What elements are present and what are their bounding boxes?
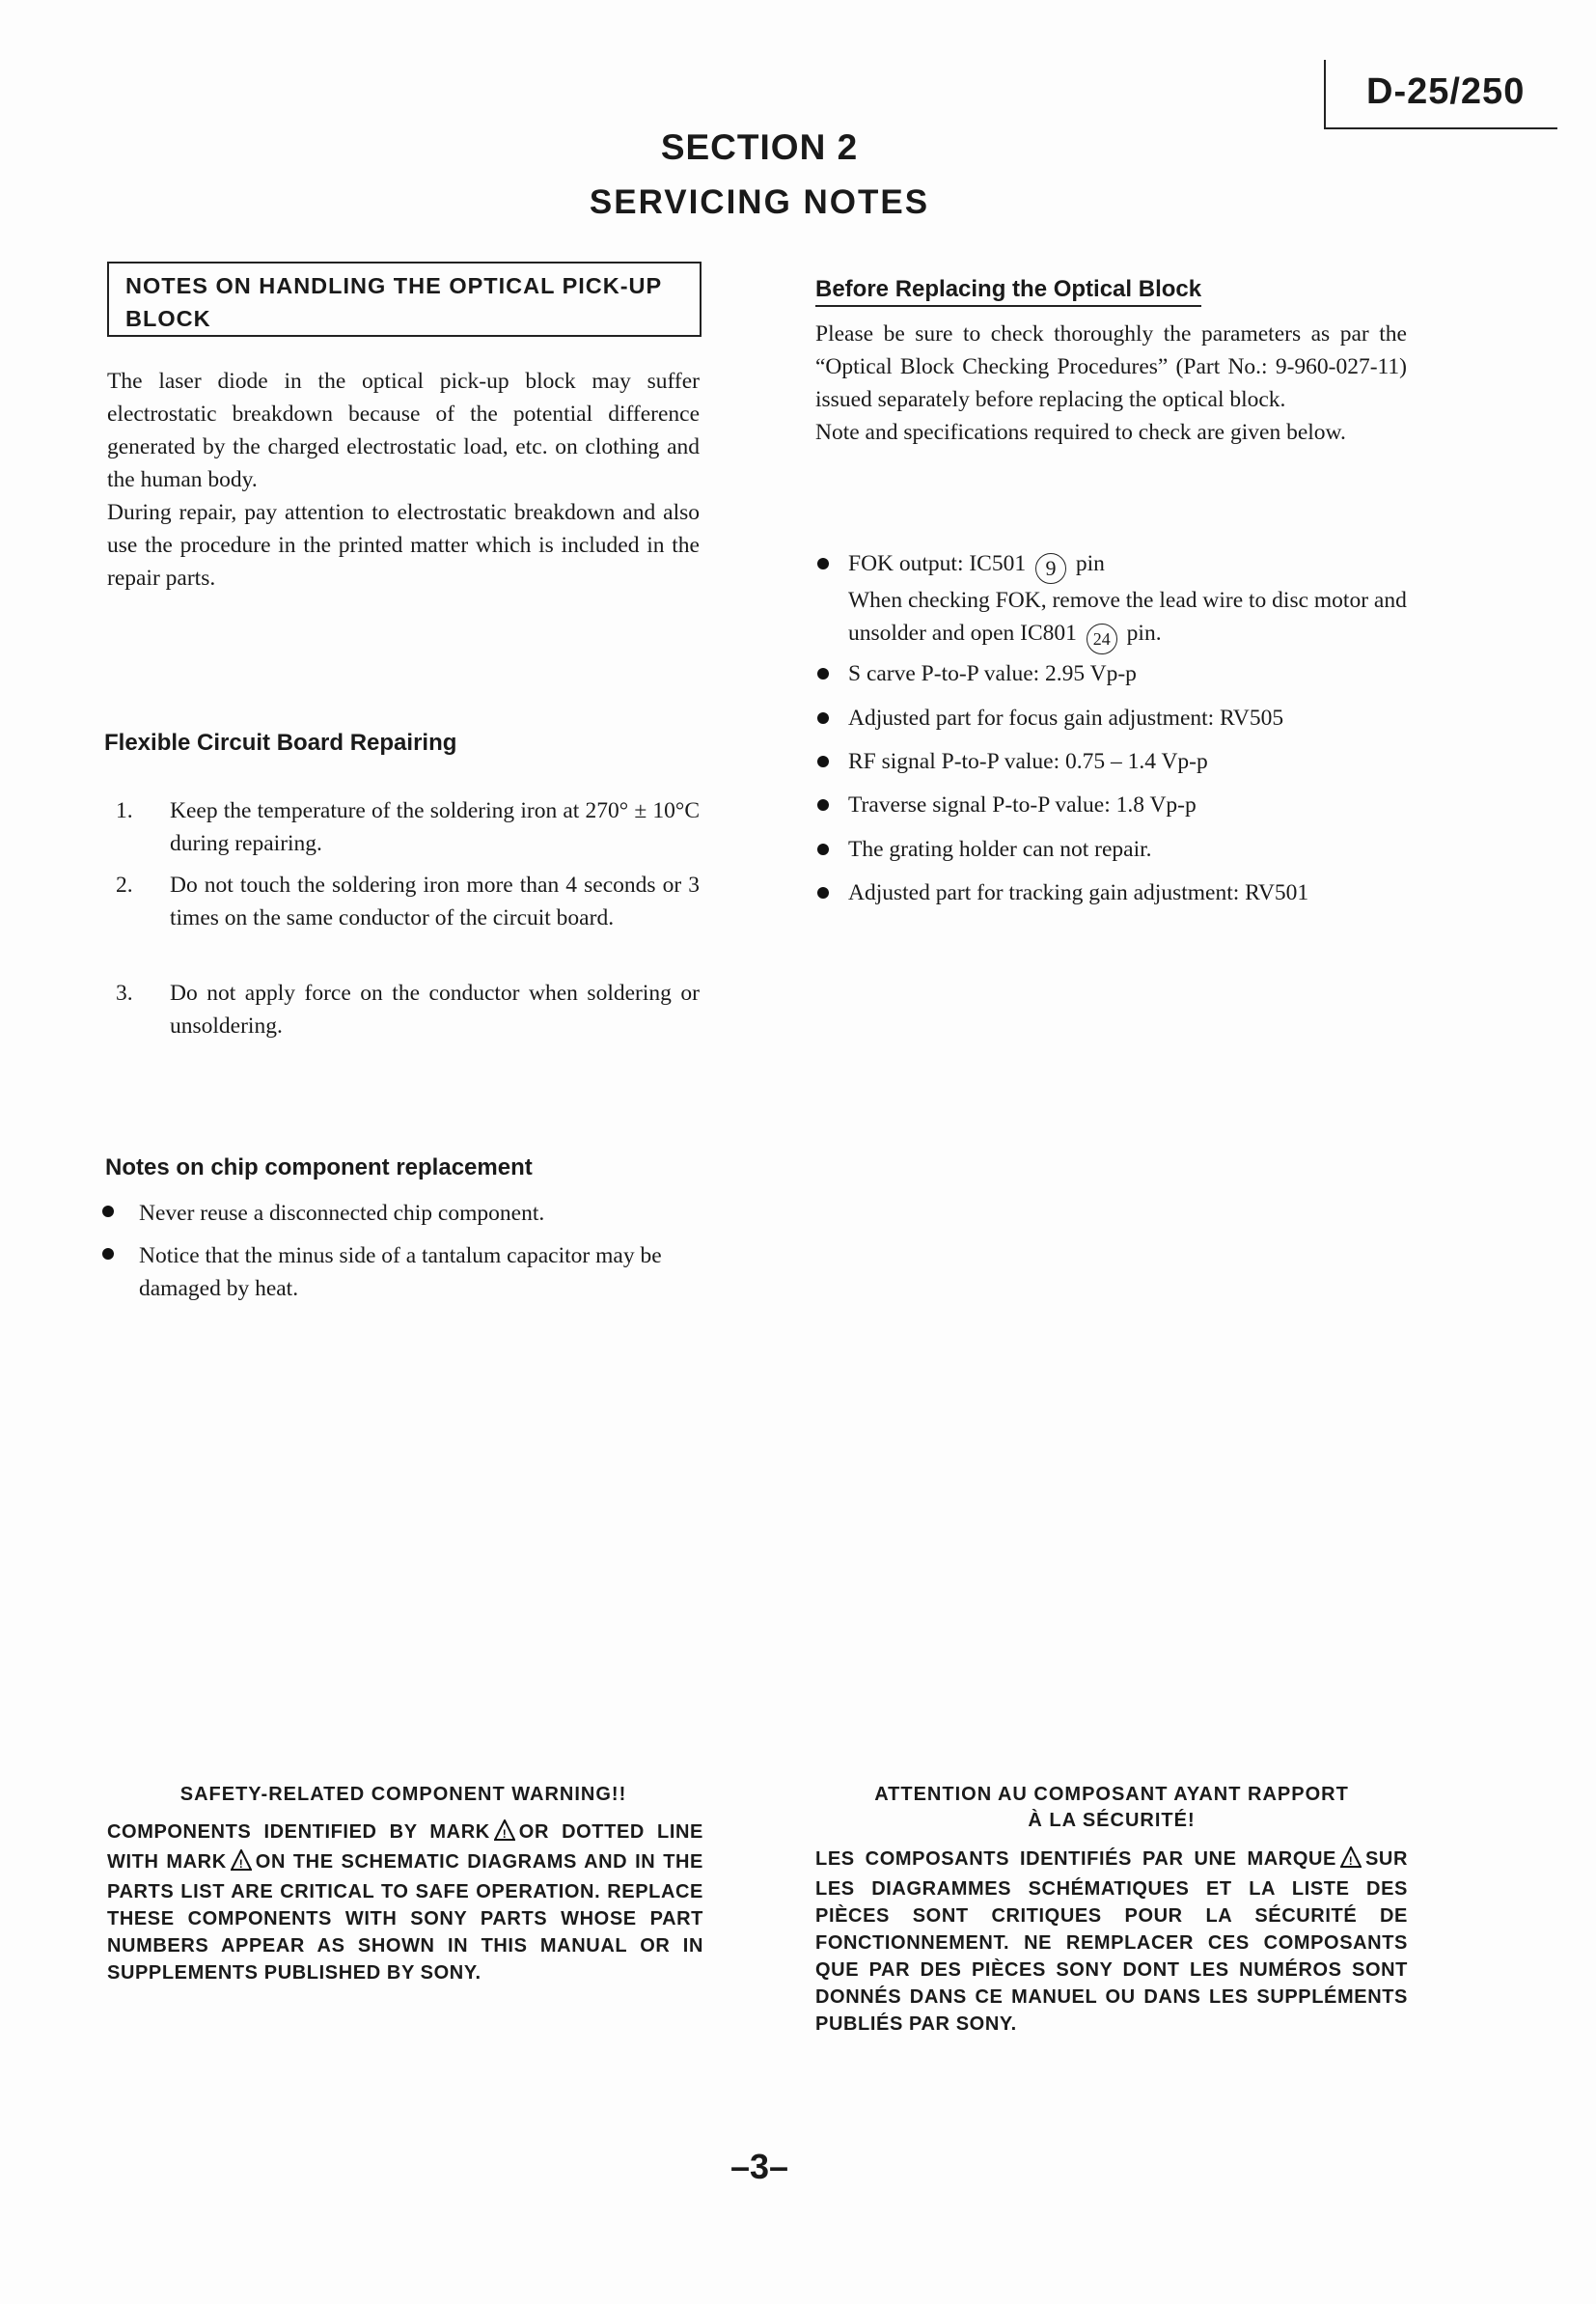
section-title: SECTION 2: [660, 127, 859, 167]
safety-warning-text: [107, 1818, 703, 1986]
bullet-icon: [817, 558, 829, 569]
safety-warning-fr-part: SUR LES DIAGRAMMES SCHÉMATIQUES ET LA LISTE DES PIÈCES SONT CRITIQUES POUR LA SÉCURITÉ DE FONCTIONNEMENT. NE REMPLACER CES COMPOSANTS QUE PAR DES PIÈCES SONY DONT LES NUMÉROS SONT DONNÉS DANS CE MANUEL OU DANS LES SUPPLÉMENTS PUBLIÉS PAR SONY.: [815, 1848, 1408, 2035]
replacing-optical-block-text: Please be sure to check thoroughly the parameters as par the “Optical Block Checking Procedures” (Part No.: 9-960-027-11) issued separately before replacing the optical block. Note and specifications required to check are given below.: [815, 321, 1407, 445]
replacing-optical-block-heading: Before Replacing the Optical Block: [815, 275, 1201, 307]
safety-mark-icon: [231, 1849, 252, 1878]
spec-text: The grating holder can not repair.: [848, 837, 1152, 862]
fok-output-item: [815, 547, 1414, 654]
bullet-icon: [817, 799, 829, 811]
chip-replacement-heading: Notes on chip component replacement: [105, 1154, 533, 1180]
svg-text:!: !: [1348, 1854, 1354, 1868]
pin-label: pin.: [1126, 621, 1162, 646]
safety-warning-fr-heading: [815, 1782, 1408, 1834]
model-tag: [1324, 60, 1557, 129]
chip-item-text: Never reuse a disconnected chip component.: [139, 1201, 545, 1226]
bullet-icon: [817, 668, 829, 680]
chip-item: [102, 1239, 701, 1305]
item-text: Do not apply force on the conductor when soldering or unsoldering.: [170, 981, 700, 1039]
spec-text: Adjusted part for focus gain adjustment: RV505: [848, 706, 1284, 731]
fok-output-label: FOK output: IC501: [848, 551, 1027, 576]
spec-item: [815, 789, 1414, 821]
handling-notes-box: [107, 262, 702, 337]
page-number: –3–: [729, 2147, 789, 2186]
bullet-icon: [102, 1248, 114, 1260]
safety-warning-fr-part: LES COMPOSANTS IDENTIFIÉS PAR UNE MARQUE: [815, 1848, 1336, 1870]
spec-item: [815, 702, 1414, 735]
section-subtitle: SERVICING NOTES: [589, 183, 930, 221]
flexible-item: [107, 794, 700, 860]
safety-warning-fr-text: [815, 1846, 1408, 2038]
flexible-board-heading: Flexible Circuit Board Repairing: [104, 730, 457, 756]
safety-mark-icon: [1340, 1846, 1362, 1875]
item-number: 1.: [116, 798, 133, 823]
bullet-icon: [817, 887, 829, 899]
spec-text: RF signal P-to-P value: 0.75 – 1.4 Vp-p: [848, 749, 1208, 774]
flexible-item: [107, 977, 700, 1042]
spec-item: [815, 657, 1414, 690]
bullet-icon: [102, 1206, 114, 1217]
safety-mark-icon: [494, 1819, 515, 1848]
svg-text:!: !: [502, 1827, 508, 1841]
safety-warning-part: OR DOTTED LINE WITH MARK: [107, 1821, 703, 1873]
handling-notes-title: NOTES ON HANDLING THE OPTICAL PICK-UP BLOCK: [125, 273, 662, 331]
spec-text: S carve P-to-P value: 2.95 Vp-p: [848, 661, 1137, 686]
chip-item-text: Notice that the minus side of a tantalum capacitor may be damaged by heat.: [139, 1243, 662, 1301]
safety-warning-part: COMPONENTS IDENTIFIED BY MARK: [107, 1821, 490, 1843]
bullet-icon: [817, 712, 829, 724]
fok-check-text: When checking FOK, remove the lead wire to disc motor and unsolder and open IC801: [848, 588, 1407, 646]
flexible-item: [107, 869, 700, 934]
pin-number-circle: 24: [1087, 624, 1117, 654]
bullet-icon: [817, 756, 829, 767]
svg-text:!: !: [238, 1857, 244, 1871]
pin-number-circle: 9: [1035, 553, 1066, 584]
safety-warning-heading: SAFETY-RELATED COMPONENT WARNING!!: [179, 1784, 627, 1805]
pin-label: pin: [1075, 551, 1105, 576]
item-text: Keep the temperature of the soldering iron at 270° ± 10°C during repairing.: [170, 798, 700, 856]
spec-item: [815, 833, 1414, 866]
item-number: 2.: [116, 873, 133, 898]
safety-warning-part: ON THE SCHEMATIC DIAGRAMS AND IN THE PARTS LIST ARE CRITICAL TO SAFE OPERATION. REPLACE THESE COMPONENTS WITH SONY PARTS WHOSE PART NUMBERS APPEAR AS SHOWN IN THIS MANUAL OR IN SUPPLEMENTS PUBLISHED BY SONY.: [107, 1851, 703, 1984]
spec-item: [815, 876, 1414, 909]
chip-item: [102, 1197, 701, 1230]
safety-warning-fr-heading-line: À LA SÉCURITÉ!: [1028, 1810, 1196, 1831]
safety-warning-fr-heading-line: ATTENTION AU COMPOSANT AYANT RAPPORT: [874, 1784, 1349, 1805]
item-number: 3.: [116, 981, 133, 1006]
item-text: Do not touch the soldering iron more than 4 seconds or 3 times on the same conductor of the circuit board.: [170, 873, 700, 930]
bullet-icon: [817, 844, 829, 855]
spec-text: Traverse signal P-to-P value: 1.8 Vp-p: [848, 792, 1197, 818]
model-number: D-25/250: [1366, 71, 1526, 112]
spec-text: Adjusted part for tracking gain adjustment: RV501: [848, 880, 1309, 905]
spec-item: [815, 745, 1414, 778]
handling-notes-text: The laser diode in the optical pick-up block may suffer electrostatic breakdown because of the potential difference generated by the charged electrostatic load, etc. on clothing and the human body. During repair, pay attention to electrostatic breakdown and also use the procedure in the printed matter which is included in the repair parts.: [107, 369, 700, 591]
